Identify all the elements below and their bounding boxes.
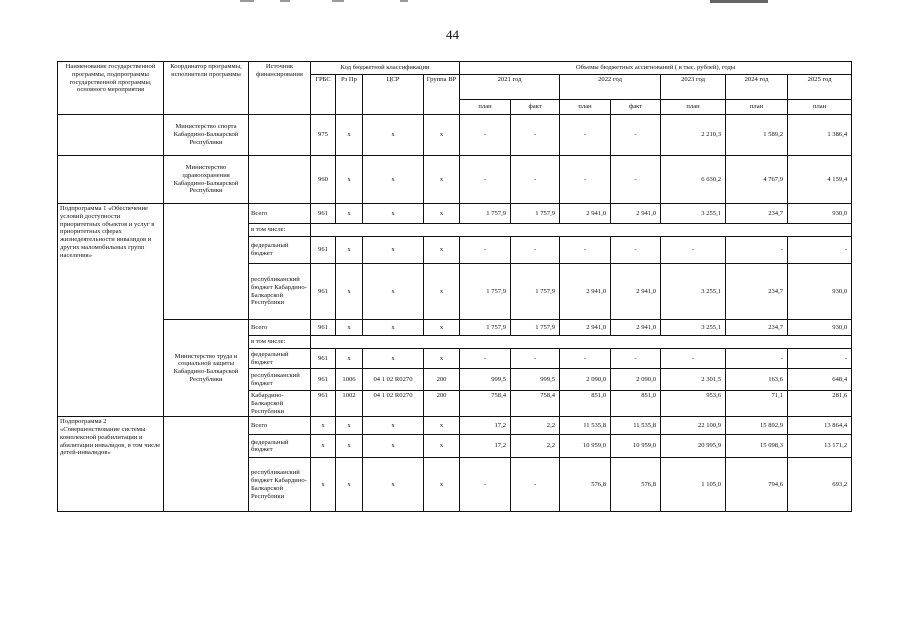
rzpr-cell: x [336,204,363,224]
value-cell: 163,6 [726,369,788,391]
value-cell: 10 959,0 [611,435,661,458]
value-cell: - [788,237,852,264]
rzpr-cell: x [336,264,363,320]
source-cell: Всего [249,417,311,435]
value-cell: 4 767,9 [726,156,788,204]
table-row [58,204,852,224]
value-cell: - [511,237,560,264]
rzpr-cell: 1002 [336,391,363,417]
grbs-cell: 961 [311,237,336,264]
rzpr-cell: x [336,237,363,264]
vr-header: Группа ВР [424,75,460,115]
csr-cell: 04 1 02 R0270 [363,369,424,391]
table-row [58,320,852,336]
value-cell: 15 892,9 [726,417,788,435]
empty-cell [311,224,852,237]
csr-cell: x [363,264,424,320]
grbs-cell: x [311,435,336,458]
empty-cell [311,336,852,349]
source-cell: Всего [249,204,311,224]
grbs-cell: x [311,417,336,435]
rzpr-cell: x [336,349,363,369]
value-cell: 13 171,2 [788,435,852,458]
csr-cell: x [363,156,424,204]
plan-header: план [560,100,611,115]
grbs-cell: 975 [311,115,336,156]
value-cell: 2 941,0 [560,204,611,224]
value-cell: 3 255,1 [661,320,726,336]
subprogram-2-name: Подпрограмма 2 «Совершенствование системы комплексной реабилитации и абилитации инвалидов, в том числе детей-инвалидов» [58,417,164,512]
vr-cell: x [424,435,460,458]
vr-cell: x [424,156,460,204]
value-cell: 930,0 [788,264,852,320]
year-2023-header: 2023 год [661,75,726,100]
value-cell: 2 941,0 [611,320,661,336]
source-cell [249,115,311,156]
scan-artifact [240,0,770,5]
value-cell: 2 301,5 [661,369,726,391]
table-row [58,115,852,156]
name-cell [58,156,164,204]
value-cell: - [460,349,511,369]
source-cell: республиканский бюджет Кабардино-Балкарской Республики [249,458,311,512]
budget-table [57,61,852,512]
rzpr-cell: x [336,320,363,336]
value-cell: 2 941,0 [611,204,661,224]
value-cell: 576,8 [560,458,611,512]
value-cell: 1 757,9 [460,320,511,336]
value-cell: 234,7 [726,204,788,224]
value-cell: - [661,237,726,264]
table-row [58,156,852,204]
subprogram-1-name: Подпрограмма 1 «Обеспечение условий доступности приоритетных объектов и услуг в приоритетных сферах жизнедеятельности инвалидов и других маломобильных групп населения» [58,204,164,417]
csr-cell: 04 1 02 R0270 [363,391,424,417]
value-cell: 2 090,0 [560,369,611,391]
grbs-cell: 961 [311,320,336,336]
source-cell: Кабардино-Балкарской Республики [249,391,311,417]
value-cell: - [726,237,788,264]
vr-cell: x [424,458,460,512]
value-cell: 851,0 [560,391,611,417]
csr-header: ЦСР [363,75,424,115]
vr-cell: x [424,237,460,264]
plan-header: план [726,100,788,115]
vr-cell: 200 [424,391,460,417]
value-cell: 20 995,9 [661,435,726,458]
value-cell: 953,6 [661,391,726,417]
csr-cell: x [363,320,424,336]
page-number: 44 [446,27,459,42]
vr-cell: x [424,204,460,224]
value-cell: 1 757,9 [460,204,511,224]
source-cell: федеральный бюджет [249,237,311,264]
grbs-cell: 960 [311,156,336,204]
year-2021-header: 2021 год [460,75,560,100]
csr-cell: x [363,458,424,512]
value-cell: 1 757,9 [511,320,560,336]
value-cell: 17,2 [460,417,511,435]
value-cell: 2 090,0 [611,369,661,391]
value-cell: 648,4 [788,369,852,391]
value-cell: - [611,115,661,156]
rzpr-cell: x [336,458,363,512]
col-source-header: Источник финансирования [249,62,311,115]
value-cell: 930,0 [788,204,852,224]
source-cell: федеральный бюджет [249,435,311,458]
source-cell: республиканский бюджет [249,369,311,391]
value-cell: - [611,349,661,369]
value-cell: 1 589,2 [726,115,788,156]
value-cell: 13 864,4 [788,417,852,435]
value-cell: 11 535,8 [611,417,661,435]
value-cell: 4 159,4 [788,156,852,204]
source-cell: Всего [249,320,311,336]
value-cell: - [560,349,611,369]
csr-cell: x [363,417,424,435]
kbk-header: Код бюджетной классификации [311,62,460,75]
coordinator-cell: Министерство спорта Кабардино-Балкарской Республики [164,115,249,156]
plan-header: план [661,100,726,115]
value-cell: - [460,115,511,156]
value-cell: - [661,349,726,369]
coordinator-cell: Министерство здравоохранения Кабардино-Балкарской Республики [164,156,249,204]
col-coordinator-header: Координатор программы, исполнители программы [164,62,249,115]
value-cell: - [511,458,560,512]
source-cell: федеральный бюджет [249,349,311,369]
value-cell: 2,2 [511,417,560,435]
rzpr-cell: x [336,417,363,435]
csr-cell: x [363,435,424,458]
value-cell: 999,5 [460,369,511,391]
grbs-cell: 961 [311,349,336,369]
coordinator-cell [164,204,249,320]
value-cell: - [726,349,788,369]
value-cell: 22 100,9 [661,417,726,435]
value-cell: - [560,237,611,264]
name-cell [58,115,164,156]
vr-cell: x [424,115,460,156]
csr-cell: x [363,204,424,224]
value-cell: 3 255,1 [661,204,726,224]
value-cell: 2,2 [511,435,560,458]
value-cell: 1 757,9 [511,264,560,320]
value-cell: - [611,156,661,204]
value-cell: - [511,115,560,156]
rzpr-cell: x [336,435,363,458]
grbs-cell: 961 [311,369,336,391]
value-cell: 15 098,3 [726,435,788,458]
header-row [58,62,852,75]
csr-cell: x [363,237,424,264]
value-cell: 1 105,0 [661,458,726,512]
value-cell: 2 941,0 [611,264,661,320]
value-cell: 930,0 [788,320,852,336]
value-cell: 6 630,2 [661,156,726,204]
vr-cell: x [424,320,460,336]
csr-cell: x [363,115,424,156]
grbs-cell: 961 [311,264,336,320]
value-cell: 851,0 [611,391,661,417]
value-cell: 2 941,0 [560,264,611,320]
fact-header: факт [611,100,661,115]
value-cell: 3 255,1 [661,264,726,320]
value-cell: 758,4 [460,391,511,417]
rzpr-cell: x [336,115,363,156]
value-cell: 758,4 [511,391,560,417]
source-cell: республиканский бюджет Кабардино-Балкарской Республики [249,264,311,320]
value-cell: 234,7 [726,264,788,320]
value-cell: - [460,237,511,264]
value-cell: 17,2 [460,435,511,458]
grbs-cell: 961 [311,391,336,417]
source-cell: в том числе: [249,224,311,237]
value-cell: - [460,458,511,512]
year-2022-header: 2022 год [560,75,661,100]
value-cell: - [560,115,611,156]
plan-header: план [788,100,852,115]
value-cell: 71,1 [726,391,788,417]
grbs-cell: x [311,458,336,512]
value-cell: 794,6 [726,458,788,512]
value-cell: - [560,156,611,204]
value-cell: 10 959,0 [560,435,611,458]
coordinator-cell: Министерство труда и социальной защиты Кабардино-Балкарской Республики [164,320,249,417]
volumes-header: Объемы бюджетных ассигнований ( в тыс. рублей), годы [460,62,852,75]
source-cell [249,156,311,204]
value-cell: 234,7 [726,320,788,336]
rzpr-header: Рз Пр [336,75,363,115]
value-cell: 1 757,9 [460,264,511,320]
rzpr-cell: x [336,156,363,204]
year-2025-header: 2025 год [788,75,852,100]
grbs-cell: 961 [311,204,336,224]
value-cell: - [460,156,511,204]
plan-header: план [460,100,511,115]
fact-header: факт [511,100,560,115]
col-name-header: Наименование государственной программы, подпрограммы государственной программы, основного мероприятия [58,62,164,115]
value-cell: 1 386,4 [788,115,852,156]
value-cell: 2 941,0 [560,320,611,336]
csr-cell: x [363,349,424,369]
value-cell: - [611,237,661,264]
table-row [58,417,852,435]
vr-cell: x [424,349,460,369]
value-cell: 281,6 [788,391,852,417]
coordinator-cell [164,417,249,512]
value-cell: - [788,349,852,369]
grbs-header: ГРБС [311,75,336,115]
value-cell: - [511,349,560,369]
source-cell: в том числе: [249,336,311,349]
value-cell: 576,8 [611,458,661,512]
value-cell: - [511,156,560,204]
value-cell: 1 757,9 [511,204,560,224]
vr-cell: 200 [424,369,460,391]
value-cell: 11 535,8 [560,417,611,435]
vr-cell: x [424,264,460,320]
value-cell: 693,2 [788,458,852,512]
rzpr-cell: 1006 [336,369,363,391]
value-cell: 2 210,3 [661,115,726,156]
year-2024-header: 2024 год [726,75,788,100]
value-cell: 999,5 [511,369,560,391]
vr-cell: x [424,417,460,435]
